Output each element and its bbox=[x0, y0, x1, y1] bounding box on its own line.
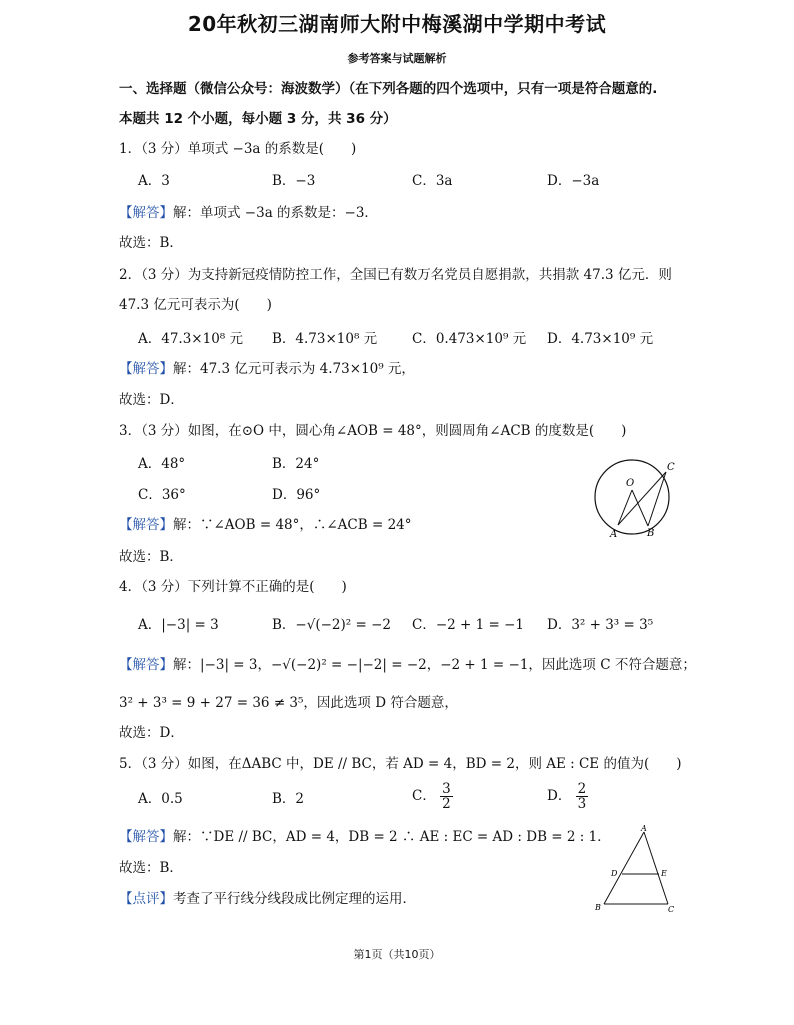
q2-answer-tag: 【解答】 bbox=[119, 361, 173, 377]
q1-option-a: A．3 bbox=[138, 173, 170, 189]
label-a: A bbox=[610, 529, 618, 540]
circle-figure bbox=[588, 455, 683, 545]
q1-answer-tag: 【解答】 bbox=[119, 205, 173, 221]
q5-option-d-numerator: 2 bbox=[577, 781, 587, 797]
q3-option-a: A．48° bbox=[138, 456, 186, 472]
q4-stem: 4．（3 分）下列计算不正确的是( ) bbox=[119, 579, 347, 595]
q5-option-c bbox=[412, 782, 453, 811]
q3-stem: 3．（3 分）如图，在⊙O 中，圆心角∠AOB = 48°，则圆周角∠ACB 的度数是( ) bbox=[119, 423, 627, 439]
q1-solution bbox=[119, 204, 378, 222]
q4-option-a: A．|−3| = 3 bbox=[138, 617, 219, 633]
segment-ob bbox=[632, 490, 648, 526]
q1-option-c: C．3a bbox=[412, 173, 453, 189]
page-footer: 第1页（共10页） bbox=[353, 948, 441, 961]
q2-option-c: C．0.473×10⁹ 元 bbox=[412, 331, 527, 347]
triangle-figure bbox=[590, 824, 680, 916]
q1-stem: 1．（3 分）单项式 −3a 的系数是( ) bbox=[119, 141, 357, 157]
section-heading-line-1: 一、选择题（微信公众号：海波数学）（在下列各题的四个选项中，只有一项是符合题意的. bbox=[119, 81, 658, 97]
q2-choice: 故选：D． bbox=[119, 392, 184, 408]
q1-option-d: D．−3a bbox=[547, 173, 600, 189]
document-subtitle: 参考答案与试题解析 bbox=[347, 52, 447, 65]
q1-choice: 故选：B． bbox=[119, 235, 183, 251]
q5-option-d bbox=[547, 782, 588, 811]
document-title: 20年秋初三湖南师大附中梅溪湖中学期中考试 bbox=[187, 12, 607, 36]
label-d: D bbox=[611, 869, 618, 878]
q5-stem: 5．（3 分）如图，在ΔABC 中，DE // BC，若 AD = 4，BD = 2，则 AE : CE 的值为( ) bbox=[119, 756, 682, 772]
q3-solution bbox=[119, 516, 412, 534]
q5-answer-text: 解：∵DE // BC，AD = 4，DB = 2 ∴ AE : EC = AD : DB = 2 : 1． bbox=[173, 829, 611, 845]
label-e: E bbox=[661, 869, 667, 878]
q5-option-c-fraction bbox=[440, 782, 453, 811]
label-c: C bbox=[668, 905, 675, 914]
q2-stem-line-2: 47.3 亿元可表示为( ) bbox=[119, 297, 272, 313]
q3-option-b: B．24° bbox=[272, 456, 320, 472]
q4-option-c: C．−2 + 1 = −1 bbox=[412, 617, 525, 633]
section-heading-line-2: 本题共 12 个小题，每小题 3 分，共 36 分） bbox=[119, 111, 397, 127]
q5-solution bbox=[119, 828, 611, 846]
q3-option-d: D．96° bbox=[272, 487, 321, 503]
q2-solution bbox=[119, 360, 415, 378]
q4-choice: 故选：D． bbox=[119, 725, 184, 741]
label-b: B bbox=[647, 528, 655, 539]
q5-option-d-denominator: 3 bbox=[577, 796, 587, 812]
q5-choice: 故选：B． bbox=[119, 860, 183, 876]
q4-answer-tag: 【解答】 bbox=[119, 657, 173, 673]
q5-option-c-denominator: 2 bbox=[442, 796, 451, 812]
q3-answer-text: 解：∵∠AOB = 48°，∴∠ACB = 24° bbox=[173, 517, 412, 533]
label-c: C bbox=[667, 462, 675, 473]
q1-answer-text: 解：单项式 −3a 的系数是：−3． bbox=[173, 205, 378, 221]
q2-option-a: A．47.3×10⁸ 元 bbox=[138, 331, 244, 347]
q1-option-b: B．−3 bbox=[272, 173, 316, 189]
q5-option-a: A．0.5 bbox=[138, 791, 183, 807]
q3-choice: 故选：B． bbox=[119, 549, 183, 565]
q2-option-b: B．4.73×10⁸ 元 bbox=[272, 331, 378, 347]
q5-comment-text: 考查了平行线分线段成比例定理的运用． bbox=[173, 891, 416, 907]
q4-option-d: D．3² + 3³ = 3⁵ bbox=[547, 617, 654, 633]
label-o: O bbox=[626, 478, 635, 489]
segment-oa bbox=[618, 490, 632, 525]
q4-answer-line-2: 3² + 3³ = 9 + 27 = 36 ≠ 3⁵，因此选项 D 符合题意， bbox=[119, 695, 458, 711]
q5-option-c-label: C． bbox=[412, 788, 436, 804]
q5-comment bbox=[119, 890, 416, 908]
q2-option-d: D．4.73×10⁹ 元 bbox=[547, 331, 654, 347]
q3-answer-tag: 【解答】 bbox=[119, 517, 173, 533]
q5-option-c-numerator: 3 bbox=[442, 781, 451, 797]
q3-option-c: C．36° bbox=[138, 487, 186, 503]
segment-bc bbox=[648, 472, 666, 526]
q5-answer-tag: 【解答】 bbox=[119, 829, 173, 845]
q5-option-d-fraction bbox=[576, 782, 589, 811]
q4-option-b: B．−√(−2)² = −2 bbox=[272, 617, 391, 633]
q5-comment-tag: 【点评】 bbox=[119, 891, 173, 907]
label-b: B bbox=[595, 903, 601, 912]
segment-ab bbox=[604, 832, 644, 904]
q2-stem-line-1: 2．（3 分）为支持新冠疫情防控工作，全国已有数万名党员自愿捐款，共捐款 47.3 亿元．则 bbox=[119, 267, 672, 283]
q5-option-d-label: D． bbox=[547, 788, 572, 804]
q4-solution bbox=[119, 656, 696, 674]
segment-ac bbox=[644, 832, 668, 904]
label-a: A bbox=[641, 824, 647, 833]
q2-answer-text: 解：47.3 亿元可表示为 4.73×10⁹ 元， bbox=[173, 361, 415, 377]
q5-option-b: B．2 bbox=[272, 791, 305, 807]
q4-answer-text-1: 解：|−3| = 3，−√(−2)² = −|−2| = −2，−2 + 1 = −1，因此选项 C 不符合题意； bbox=[173, 657, 696, 673]
